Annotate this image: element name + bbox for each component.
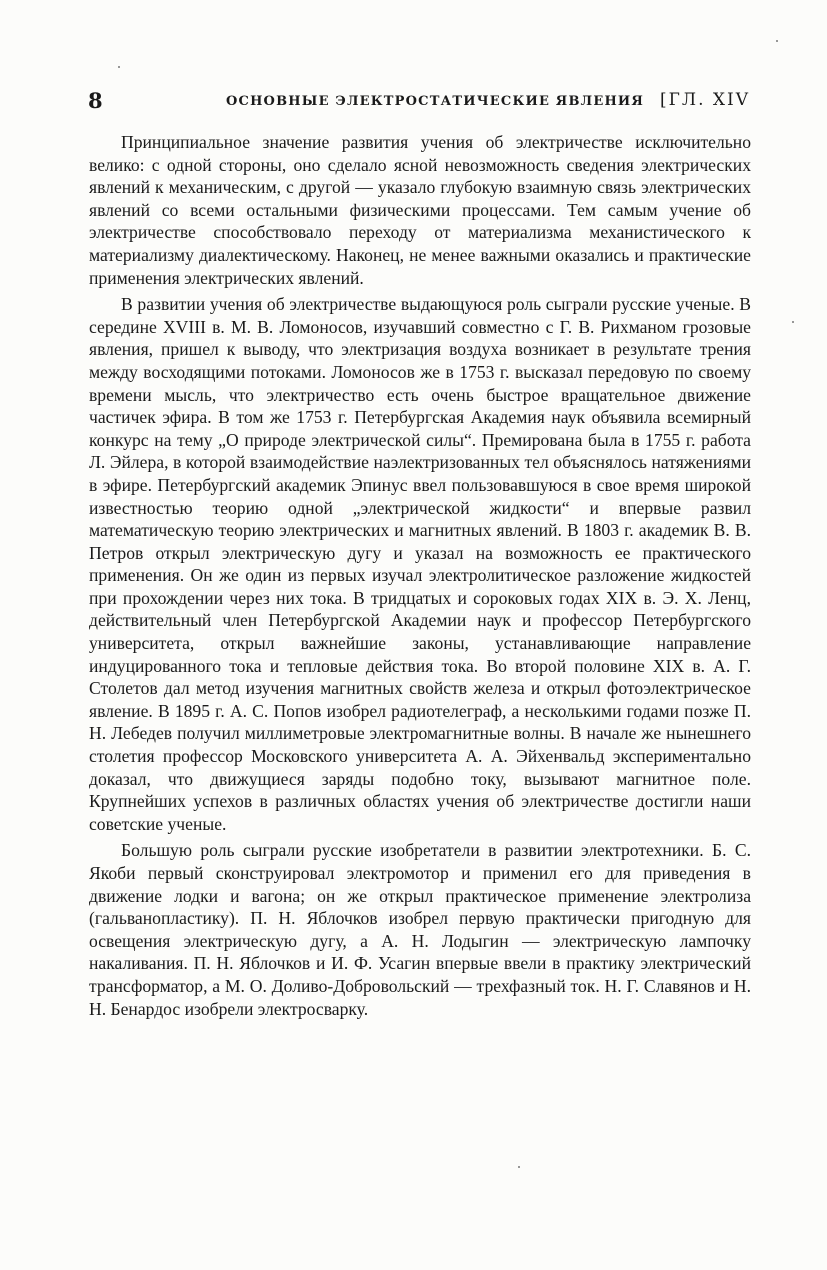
paragraph: В развитии учения об электричестве выдающуюся роль сыграли русские ученые. В середине XVIII в. М. В. Ломоносов, изучавший совместно с Г. В. Рихманом грозовые явления, пришел к выводу, что электризация воздуха возникает в результате трения между восходящими потоками. Ломоносов же в 1753 г. высказал передовую по своему времени мысль, что электричество есть очень быстрое вращательное движение частичек эфира. В том же 1753 г. Петербургская Академия наук объявила всемирный конкурс на тему „О природе электрической силы“. Премирована была в 1755 г. работа Л. Эйлера, в которой взаимодействие наэлектризованных тел объяснялось натяжениями в эфире. Петербургский академик Эпинус ввел пользовавшуюся в свое время широкой известностью теорию одной „электрической жидкости“ и впервые развил математическую теорию электрических и магнитных явлений. В 1803 г. академик В. В. Петров открыл электрическую дугу и указал на возможность ее практического применения. Он же один из первых изучал электролитическое разложение жидкостей при прохождении через них тока. В тридцатых и сороковых годах XIX в. Э. Х. Ленц, действительный член Петербургской Академии наук и профессор Петербургского университета, открыл важнейшие законы, устанавливающие направление индуцированного тока и тепловые действия тока. Во второй половине XIX в. А. Г. Столетов дал метод изучения магнитных свойств железа и открыл фотоэлектрическое явление. В 1895 г. А. С. Попов изобрел радиотелеграф, а несколькими годами позже П. Н. Лебедев получил миллиметровые электромагнитные волны. В начале же нынешнего столетия профессор Московского университета А. А. Эйхенвальд экспериментально доказал, что движущиеся заряды подобно току, вызывают магнитное поле. Крупнейших успехов в различных областях учения об электричестве достигли наши советские ученые.	[89, 294, 751, 834]
page-number: 8	[88, 88, 103, 113]
page-header	[88, 88, 750, 118]
running-title: ОСНОВНЫЕ ЭЛЕКТРОСТАТИЧЕСКИЕ ЯВЛЕНИЯ	[226, 94, 645, 109]
scan-speck	[776, 40, 778, 42]
chapter-reference: [ГЛ. XIV	[660, 90, 750, 110]
scan-speck	[518, 1166, 520, 1168]
paragraph: Принципиальное значение развития учения об электричестве исключительно велико: с одной стороны, оно сделало ясной невозможность сведения электрических явлений к механическим, с другой — указало глубокую взаимную связь электрических явлений со всеми остальными физическими процессами. Тем самым учение об электричестве способствовало переходу от материализма механистического к материализму диалектическому. Наконец, не менее важными оказались и практические применения электрических явлений.	[89, 132, 751, 288]
body-text	[89, 131, 751, 1024]
paragraph: Большую роль сыграли русские изобретатели в развитии электротехники. Б. С. Якоби первый сконструировал электромотор и применил его для приведения в движение лодки и вагона; он же открыл практическое применение электролиза (гальванопластику). П. Н. Яблочков изобрел первую практически пригодную для освещения электрическую дугу, а А. Н. Лодыгин — электрическую лампочку накаливания. П. Н. Яблочков и И. Ф. Усагин впервые ввели в практику электрический трансформатор, а М. О. Доливо-Добровольский — трехфазный ток. Н. Г. Славянов и Н. Н. Бенардос изобрели электросварку.	[89, 840, 751, 1019]
scan-speck	[792, 321, 794, 323]
scan-speck	[118, 66, 120, 68]
